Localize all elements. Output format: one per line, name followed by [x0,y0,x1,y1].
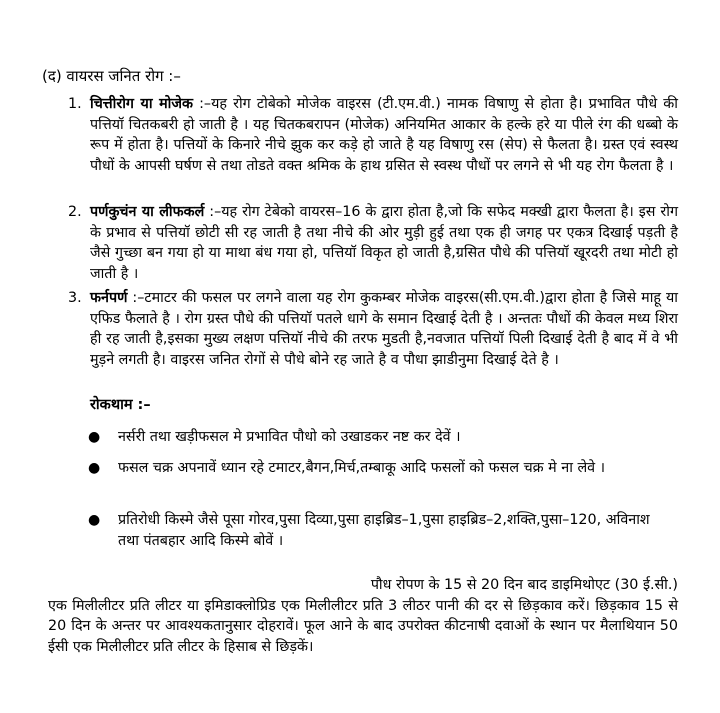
prevention-text: फसल चक्र अपनावें ध्यान रहे टमाटर,बैगन,मिर्च,तम्बाकू आदि फसलों को फसल चक्र मे ना लेवे । [118,460,606,476]
prevention-item [88,458,672,479]
bullet-icon: ● [88,512,101,528]
disease-item-leafcurl [68,202,678,284]
prevention-item [88,427,672,448]
prevention-text: नर्सरी तथा खड़ीफसल मे प्रभावित पौधो को उखाडकर नष्ट कर देवें । [118,429,461,445]
closing-text: एक मिलीलीटर प्रति लीटर या इमिडाक्लोप्रिड एक मिलीलीटर प्रति 3 लीठर पानी की दर से छिड़काव करें। छिड़काव 15 से 20 दिन के अन्तर पर आवश्यकतानुसार दोहरावें। फूल आने के बाद उपरोक्त कीटनाषी दवाओं के स्थान पर मैलाथियान 50 ईसी एक मिलीलीटर प्रति लीटर के हिसाब से छिड़कें। [48,597,678,655]
disease-name: पर्णकुचंन या लीफकर्ल [90,204,205,220]
closing-paragraph [48,575,678,657]
disease-description: :–यह रोग टेबेको वायरस–16 के द्वारा होता है,जो कि सफेद मक्खी द्वारा फैलता है। इस रोग के प्रभाव से पत्तियॉ छोटी सी रह जाती है तथा नीचे की ओर मुड़ी हुई तथा एक ही जगह पर एकत्र दिखाई पड़ती है जैसे गुच्छा बन गया हो या माथा बंध गया हो, पत्तियॉ विकृत हो जाती है,ग्रसित पौधे की पत्तियॉ खूरदरी तथा मोटी हो जाती है । [90,204,678,282]
disease-name: चित्तीरोग या मोजेक [90,96,193,112]
item-body [90,202,678,284]
prevention-heading: रोकथाम :– [90,397,151,413]
item-number: 1. [68,96,82,112]
disease-name: फर्नपर्ण [90,290,128,306]
section-heading: (द) वायरस जनित रोग :– [42,67,181,85]
item-body [90,94,678,176]
prevention-item [88,510,672,552]
disease-item-fernleaf [68,288,678,370]
disease-description: :–टमाटर की फसल पर लगने वाला यह रोग कुकम्बर मोजेक वाइरस(सी.एम.वी.)द्वारा होता है जिसे माहू या एफिड फैलाते है । रोग ग्रस्त पौधे की पत्तियॉ पतले धागे के समान दिखाई देती है । अन्ततः पौधों की केवल मध्य शिरा ही रह जाती है,इसका मुख्य लक्षण पत्तियॉ नीचे की तरफ मुडती है,नवजात पत्तियॉ पिली दिखाई देती है बाद में वे भी मुड़ने लगती है। वाइरस जनित रोगों से पौधे बोने रह जाते है व पौधा झाडीनुमा दिखाई देते है । [90,290,678,368]
prevention-text: प्रतिरोधी किस्मे जैसे पूसा गोरव,पुसा दिव्या,पुसा हाइब्रिड–1,पुसा हाइब्रिड–2,शक्ति,पुसा–120, अविनाश तथा पंतबहार आदि किस्मे बोवें । [118,512,650,549]
closing-first-line: पौध रोपण के 15 से 20 दिन बाद डाइमिथोएट (30 ई.सी.) [370,577,678,593]
item-number: 3. [68,290,82,306]
bullet-icon: ● [88,429,101,445]
bullet-icon: ● [88,460,101,476]
item-body [90,288,678,370]
disease-description: :–यह रोग टोबेको मोजेक वाइरस (टी.एम.वी.) नामक विषाणु से होता है। प्रभावित पौधे की पत्तियॉ चितकबरी हो जाती है । यह चितकबरापन (मोजेक) अनियमित आकार के हल्के हरे या पीले रंग की धब्बो के रूप में होता है। पत्तियों के किनारे नीचे झुक कर कड़े हो जाते है यह विषाणु रस (सेप) से फैलता है। ग्रस्त एवं स्वस्थ पौधों के आपसी घर्षण से तथा तोडते वक्त श्रमिक के हाथ ग्रसित से स्वस्थ पौधों पर लगने से भी यह रोग फैलता है । [90,96,678,174]
disease-item-mosaic [68,94,678,176]
item-number: 2. [68,204,82,220]
